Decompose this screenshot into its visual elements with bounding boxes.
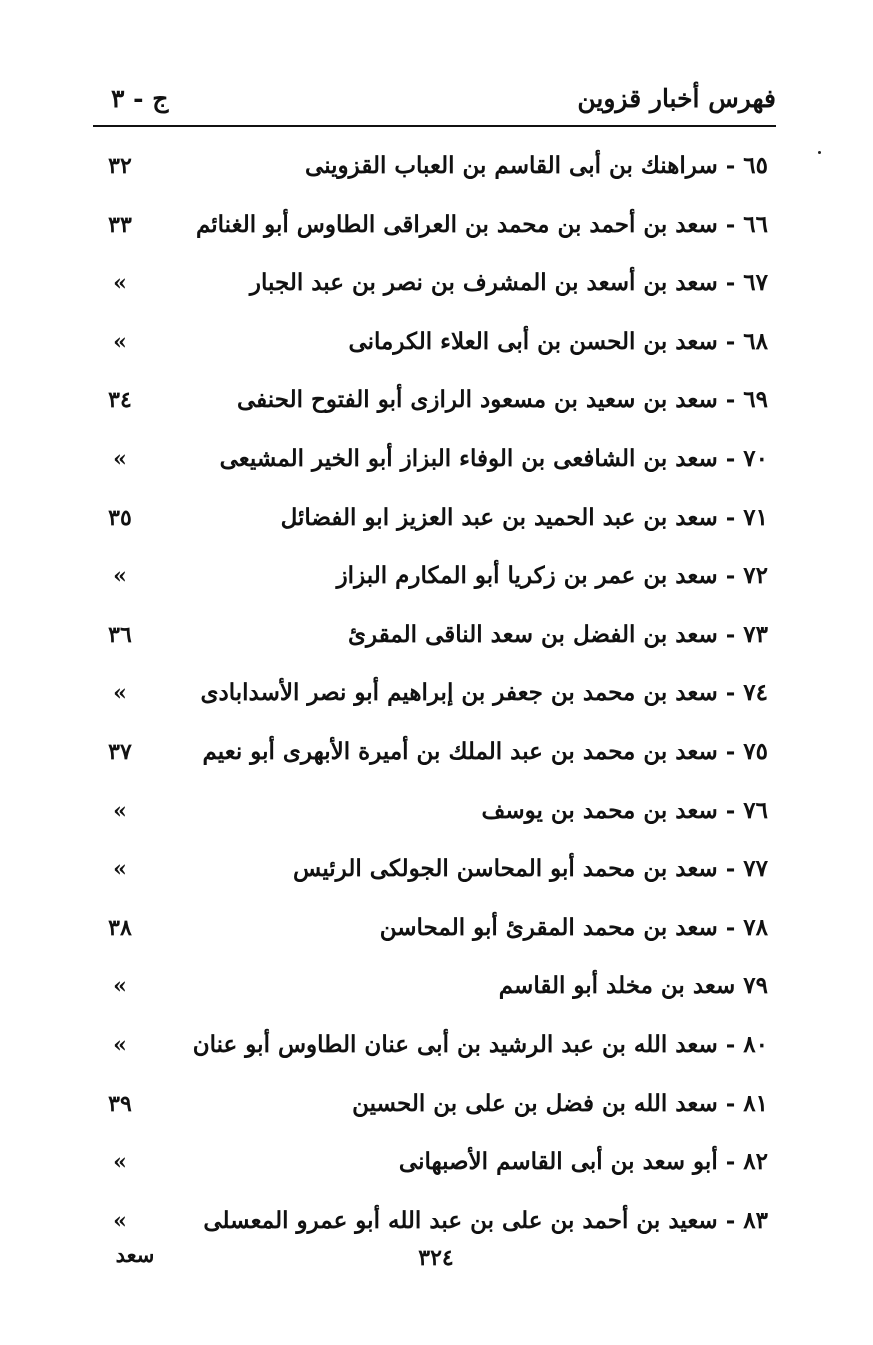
- index-entry: [90, 849, 768, 889]
- index-entry: [90, 439, 768, 479]
- entry-page-number: ٣٨: [108, 915, 132, 941]
- entry-text: ٨١ - سعد الله بن فضل بن على بن الحسين: [352, 1090, 768, 1117]
- index-entry: [90, 1201, 768, 1241]
- entry-page-number: »: [113, 563, 127, 589]
- entry-page-number: »: [113, 270, 127, 296]
- entry-page-number: »: [113, 1208, 127, 1234]
- index-entry: [90, 498, 768, 538]
- entry-text: ٦٨ - سعد بن الحسن بن أبى العلاء الكرمانى: [348, 328, 768, 355]
- index-entry: [90, 966, 768, 1006]
- index-entry: [90, 1142, 768, 1182]
- index-entry: [90, 263, 768, 303]
- index-entry: [90, 556, 768, 596]
- entry-text: ٧٠ - سعد بن الشافعى بن الوفاء البزاز أبو الخير المشيعى: [219, 445, 768, 472]
- index-entry: [90, 205, 768, 245]
- entry-page-number: ٣٩: [108, 1091, 132, 1117]
- entry-page-number: ٣٤: [108, 387, 132, 413]
- entry-text: ٧٨ - سعد بن محمد المقرئ أبو المحاسن: [379, 914, 768, 941]
- entry-text: ٦٦ - سعد بن أحمد بن محمد بن العراقى الطاوس أبو الغنائم: [195, 211, 768, 238]
- entry-text: ٧١ - سعد بن عبد الحميد بن عبد العزيز ابو الفضائل: [280, 504, 768, 531]
- header-title: فهرس أخبار قزوين: [577, 84, 776, 113]
- footer-catchword: سعد: [115, 1242, 155, 1267]
- entry-page-number: »: [113, 1149, 127, 1175]
- entry-page-number: »: [113, 1032, 127, 1058]
- entry-page-number: ٣٦: [108, 622, 132, 648]
- footer-page-number: ٣٢٤: [418, 1245, 454, 1271]
- index-entry: [90, 1025, 768, 1065]
- index-entry: [90, 615, 768, 655]
- entry-text: ٨٢ - أبو سعد بن أبى القاسم الأصبهانى: [398, 1148, 768, 1175]
- entry-text: ٧٣ - سعد بن الفضل بن سعد الناقى المقرئ: [348, 621, 768, 648]
- entry-text: ٨٣ - سعيد بن أحمد بن على بن عبد الله أبو عمرو المعسلى: [203, 1207, 768, 1234]
- header-volume: ج - ٣: [111, 84, 169, 113]
- entry-page-number: ٣٧: [108, 739, 132, 765]
- entry-page-number: »: [113, 798, 127, 824]
- index-entry: [90, 380, 768, 420]
- entry-text: ٧٢ - سعد بن عمر بن زكريا أبو المكارم البزاز: [336, 562, 768, 589]
- entry-text: ٨٠ - سعد الله بن عبد الرشيد بن أبى عنان الطاوس أبو عنان: [192, 1031, 768, 1058]
- entry-text: ٧٤ - سعد بن محمد بن جعفر بن إبراهيم أبو نصر الأسدابادى: [200, 679, 768, 706]
- entry-text: ٧٦ - سعد بن محمد بن يوسف: [481, 797, 768, 824]
- entry-page-number: »: [113, 446, 127, 472]
- entry-page-number: »: [113, 329, 127, 355]
- entry-page-number: ٣٢: [108, 153, 132, 179]
- entry-text: ٧٩ سعد بن مخلد أبو القاسم: [498, 972, 768, 999]
- entry-text: ٧٧ - سعد بن محمد أبو المحاسن الجولكى الرئيس: [293, 855, 768, 882]
- index-entry: [90, 146, 768, 186]
- index-entry: [90, 1084, 768, 1124]
- entry-text: ٦٩ - سعد بن سعيد بن مسعود الرازى أبو الفتوح الحنفى: [237, 386, 768, 413]
- index-entry: [90, 791, 768, 831]
- entry-page-number: ٣٣: [108, 212, 132, 238]
- entry-page-number: »: [113, 680, 127, 706]
- entry-page-number: »: [113, 856, 127, 882]
- index-entry: [90, 908, 768, 948]
- entry-page-number: »: [113, 973, 127, 999]
- index-entry: [90, 322, 768, 362]
- index-entry: [90, 732, 768, 772]
- entry-page-number: ٣٥: [108, 505, 132, 531]
- entry-text: ٧٥ - سعد بن محمد بن عبد الملك بن أميرة الأبهرى أبو نعيم: [202, 738, 768, 765]
- index-entry: [90, 673, 768, 713]
- entry-text: ٦٥ - سراهنك بن أبى القاسم بن العباب القزوينى: [305, 152, 768, 179]
- entry-text: ٦٧ - سعد بن أسعد بن المشرف بن نصر بن عبد الجبار: [249, 269, 768, 296]
